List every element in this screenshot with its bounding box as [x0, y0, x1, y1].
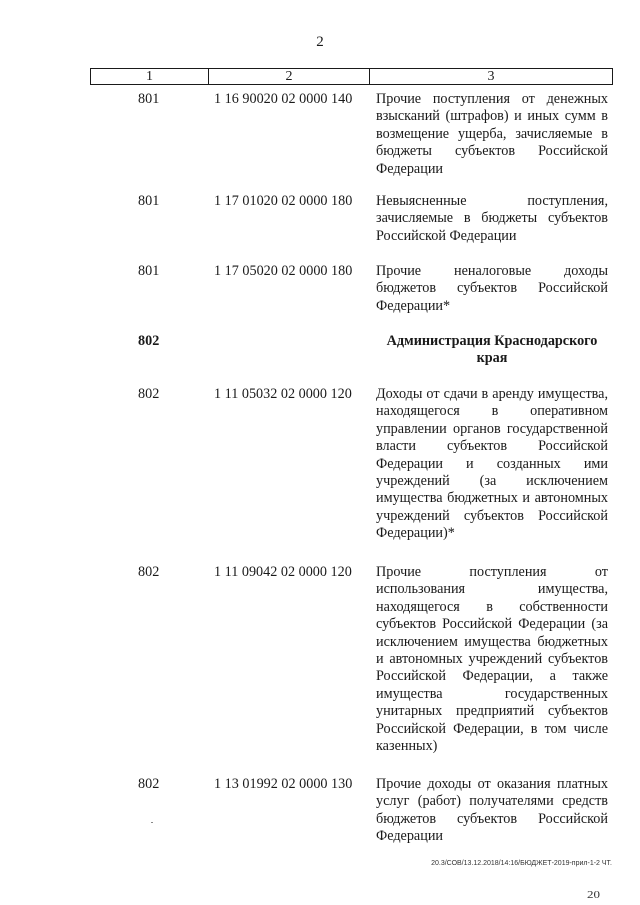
budget-classification-code: 1 11 09042 02 0000 120: [214, 564, 352, 580]
revenue-name: Доходы от сдачи в аренду имущества, находящегося в оперативном управлении органов государственной власти субъектов Российской Федерации и созданных ими учреждений (за исключением имущества бюджетных и автономных учреждений субъектов Российской Федерации)*: [376, 386, 608, 542]
admin-code: 802: [138, 564, 160, 580]
budget-classification-code: 1 17 01020 02 0000 180: [214, 193, 353, 209]
corner-page-mark: 20: [587, 888, 600, 901]
admin-code: 801: [138, 263, 160, 279]
admin-code: 802: [138, 386, 160, 402]
budget-classification-code: 1 13 01992 02 0000 130: [214, 776, 353, 792]
revenue-name: Прочие поступления от денежных взысканий (штрафов) и иных сумм в возмещение ущерба, зачисляемые в бюджеты субъектов Российской Федерации: [376, 91, 608, 177]
revenue-name: Невыясненные поступления, зачисляемые в бюджеты субъектов Российской Федерации: [376, 193, 608, 244]
admin-code: 802: [138, 776, 160, 792]
admin-code: 801: [138, 193, 160, 209]
budget-classification-code: 1 11 05032 02 0000 120: [214, 386, 352, 402]
column-header-3: 3: [487, 69, 495, 84]
admin-code: 802: [138, 333, 160, 349]
admin-code: 801: [138, 91, 160, 107]
table-header-row: [90, 68, 613, 85]
revenue-name: Прочие поступления от использования имущества, находящегося в собственности субъектов Российской Федерации (за исключением имущества бюджетных и автономных учреждений субъектов Российской Федерации, а также имущества государственных унитарных предприятий субъектов Российской Федерации, в том числе казенных): [376, 564, 608, 755]
revenue-name: Прочие доходы от оказания платных услуг (работ) получателями средств бюджетов субъектов Российской Федерации: [376, 776, 608, 845]
scan-speck: [151, 822, 153, 823]
column-header-2: 2: [209, 69, 370, 84]
column-header-1: 1: [91, 69, 209, 84]
revenue-name: Прочие неналоговые доходы бюджетов субъектов Российской Федерации*: [376, 263, 608, 314]
page-number: 2: [316, 34, 324, 50]
administrator-heading: Администрация Краснодарского края: [386, 333, 598, 367]
document-footer-code: 20.3/СОВ/13.12.2018/14:16/БЮДЖЕТ-2019-прил-1-2 ЧТ.: [431, 860, 612, 867]
budget-classification-code: 1 17 05020 02 0000 180: [214, 263, 353, 279]
budget-classification-code: 1 16 90020 02 0000 140: [214, 91, 353, 107]
